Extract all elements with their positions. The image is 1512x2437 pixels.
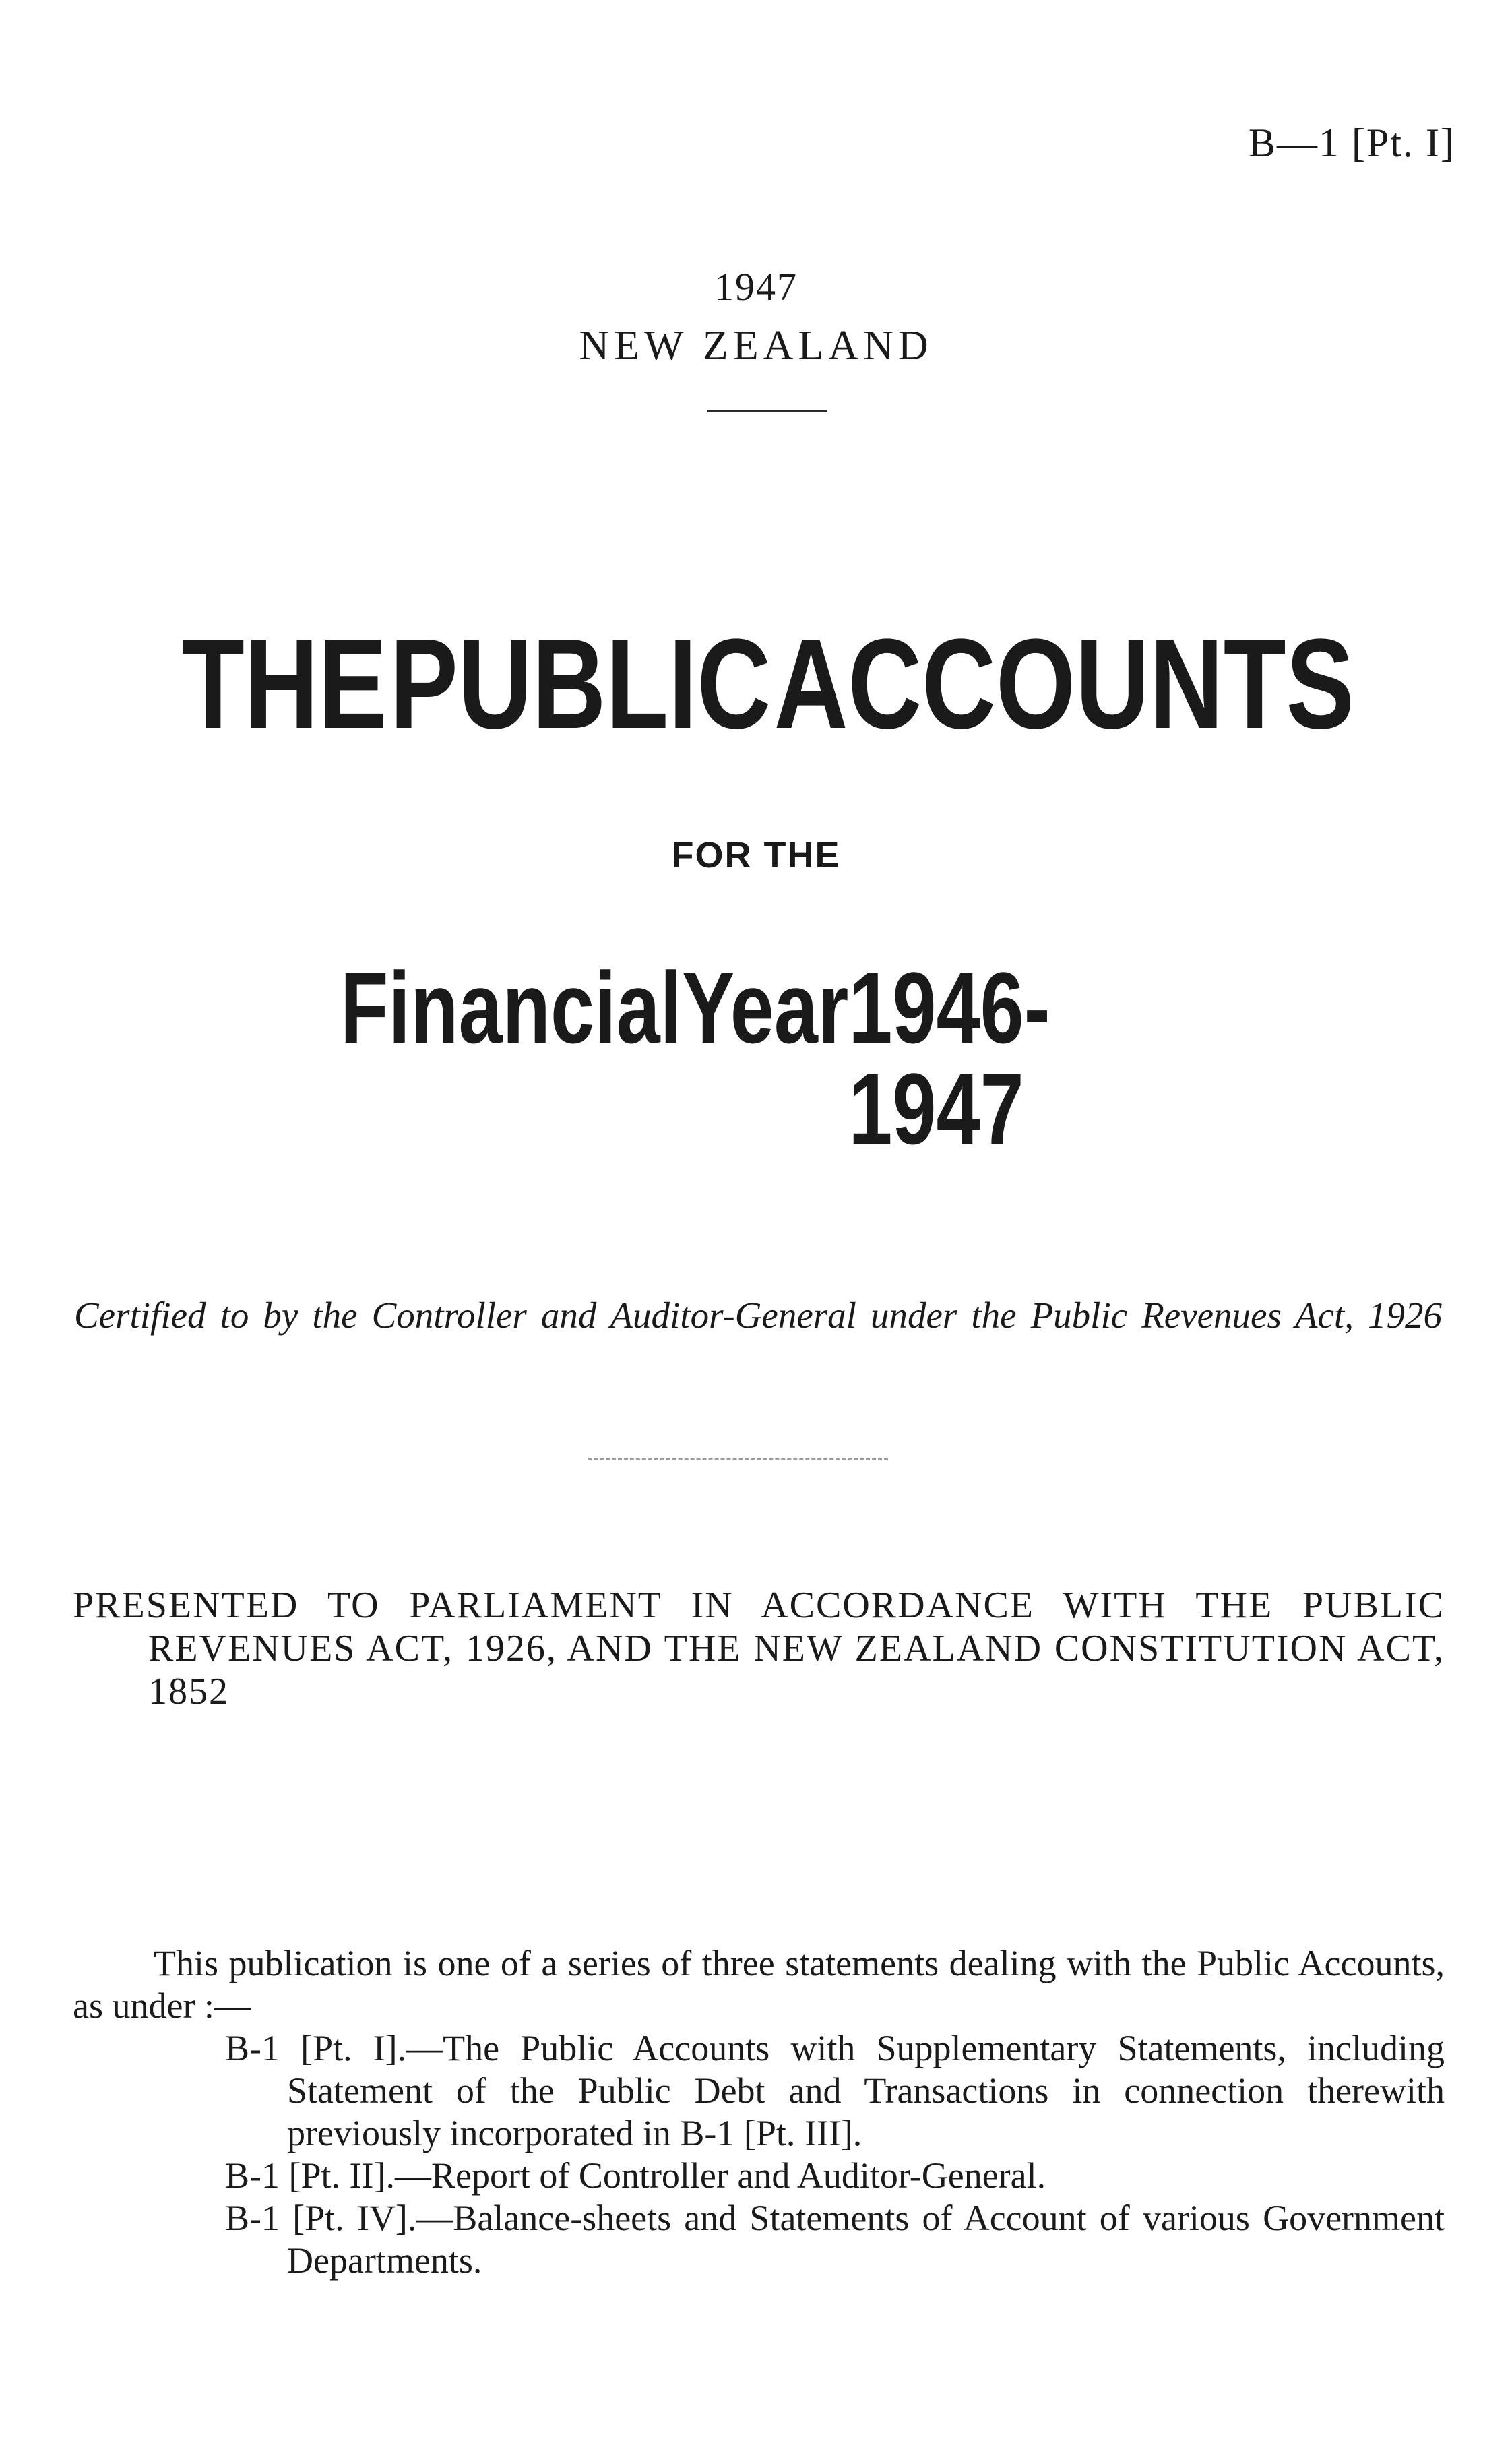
series-list-item: B-1 [Pt. IV].—Balance-sheets and Statements of Account of various Government Departments. [225, 2198, 1445, 2281]
series-list-item: B-1 [Pt. II].—Report of Controller and Auditor-General. [225, 2155, 1046, 2196]
for-the-label: FOR THE [671, 835, 841, 875]
financial-title-word: Year [682, 951, 849, 1064]
country-name: NEW ZEALAND [579, 323, 933, 369]
main-title-word: THE [182, 613, 387, 755]
financial-title-word: 1946-1947 [848, 951, 1050, 1165]
certification-line: Certified to by the Controller and Auditor-General under the Public Revenues Act, 1926 [74, 1295, 1442, 1336]
series-list [225, 2027, 1445, 2282]
series-list-item: B-1 [Pt. I].—The Public Accounts with Supplementary Statements, including Statement of the Public Debt and Transactions in connection therewith previously incorporated in B-1 [Pt. III]. [225, 2028, 1445, 2153]
series-intro: This publication is one of a series of three statements dealing with the Public Accounts, as under :— [73, 1943, 1445, 2026]
short-divider [707, 410, 827, 412]
publication-year: 1947 [714, 265, 798, 309]
dotted-divider [588, 1458, 888, 1460]
financial-year-title [340, 951, 1170, 1165]
main-title-word: PUBLIC [389, 613, 771, 755]
main-title [182, 613, 1354, 755]
document-reference: B—1 [Pt. I] [1249, 121, 1455, 165]
main-title-word: ACCOUNTS [774, 613, 1354, 755]
presentation-statement: PRESENTED TO PARLIAMENT IN ACCORDANCE WITH THE PUBLIC REVENUES ACT, 1926, AND THE NEW ZEALAND CONSTITUTION ACT, 1852 [73, 1584, 1445, 1713]
financial-title-word: Financial [340, 951, 683, 1064]
